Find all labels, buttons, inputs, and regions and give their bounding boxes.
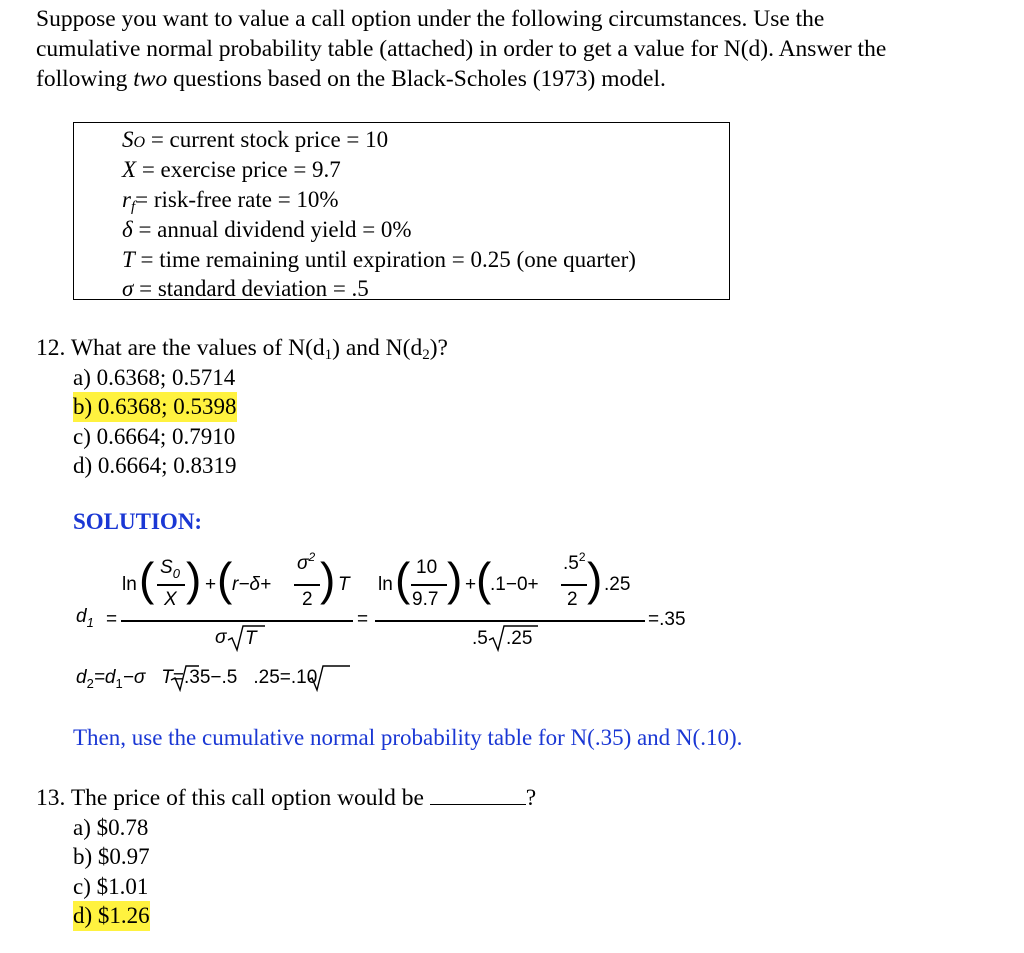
paren-close-4: ) <box>587 553 603 605</box>
plus-2: + <box>465 574 477 595</box>
frac-line-s0-x <box>157 584 185 586</box>
d1-eq: = <box>106 609 118 630</box>
frac-S0: $S_0$ <box>160 557 180 581</box>
d2-formula: $d_2=d_1-\sigma$ T=.35−.5 .25=.10 <box>76 667 318 691</box>
paren-open-4: ( <box>476 553 492 605</box>
q12-option-b: b) 0.6368; 0.5398 <box>73 392 237 422</box>
eq-2: = <box>357 609 369 630</box>
d1-lhs: $d_1$ <box>76 606 94 630</box>
frac-nine7: 9.7 <box>412 589 439 610</box>
q13-option-d: d) $1.26 <box>73 901 150 931</box>
plus-1: + <box>205 574 217 595</box>
numer-point25: .25 <box>604 574 631 595</box>
var-line-stock-price: SO = current stock price = 10 <box>122 127 389 152</box>
frac-line-point5 <box>561 584 587 586</box>
paren-open-3: ( <box>395 553 411 605</box>
question-13: 13. The price of this call option would be ? <box>36 785 537 811</box>
frac-line-sigma <box>294 584 320 586</box>
paren-close-3: ) <box>447 553 463 605</box>
intro-line-1: Suppose you want to value a call option under the following circumstances. Use the <box>36 6 825 32</box>
sqrt-sign-3 <box>170 664 200 692</box>
point5-sq: $.5^2$ <box>563 550 586 574</box>
paren-open-2: ( <box>217 553 233 605</box>
frac-two-2: 2 <box>567 589 578 610</box>
intro-paragraph <box>36 4 996 94</box>
solution-heading: SOLUTION: <box>73 509 203 534</box>
then-instruction: Then, use the cumulative normal probability table for N(.35) and N(.10). <box>73 725 743 750</box>
numer-T: T <box>338 574 350 595</box>
frac-X: X <box>164 589 177 610</box>
paren-open-1: ( <box>139 553 155 605</box>
den1-T: T <box>245 628 257 649</box>
q13-option-a: a) $0.78 <box>73 815 149 840</box>
variables-box <box>73 122 730 300</box>
var-line-sigma: σ = standard deviation = .5 <box>122 276 369 301</box>
q12-option-a: a) 0.6368; 0.5714 <box>73 365 236 390</box>
intro-line-2: cumulative normal probability table (attached) in order to get a value for N(d). Answer the <box>36 36 887 62</box>
var-line-risk-free: rf= risk-free rate = 10% <box>122 187 339 215</box>
den2-point25: .25 <box>506 628 533 649</box>
frac-ten: 10 <box>416 557 438 578</box>
frac-line-ten <box>411 584 447 586</box>
q12-option-c: c) 0.6664; 0.7910 <box>73 424 236 449</box>
den2-point5: .5 <box>472 628 488 649</box>
point1-minus0: .1−0+ <box>490 574 539 595</box>
q13-option-c: c) $1.01 <box>73 874 149 899</box>
q13-option-b: b) $0.97 <box>73 844 150 869</box>
var-line-exercise-price: X = exercise price = 9.7 <box>122 157 341 182</box>
sqrt-sign-4 <box>307 664 351 692</box>
ln-2: ln <box>378 574 393 595</box>
main-frac-line-1 <box>121 620 353 622</box>
main-frac-line-2 <box>375 620 645 622</box>
q12-option-d: d) 0.6664; 0.8319 <box>73 453 237 478</box>
r-minus-delta: r−δ+ <box>232 574 272 595</box>
intro-line-3: following two questions based on the Black-Scholes (1973) model. <box>36 66 666 92</box>
paren-close-2: ) <box>320 553 336 605</box>
var-line-time: T = time remaining until expiration = 0.25 (one quarter) <box>122 247 636 272</box>
frac-two: 2 <box>302 589 313 610</box>
paren-close-1: ) <box>186 553 202 605</box>
ln-1: ln <box>122 574 137 595</box>
question-12: 12. What are the values of N(d1) and N(d2)? <box>36 335 448 363</box>
var-line-dividend: δ = annual dividend yield = 0% <box>122 217 412 242</box>
sigma-sq: $\sigma^2$ <box>297 550 316 574</box>
answer-blank <box>430 784 526 805</box>
d1-result: =.35 <box>648 609 686 630</box>
den1-sigma: σ <box>215 627 227 648</box>
